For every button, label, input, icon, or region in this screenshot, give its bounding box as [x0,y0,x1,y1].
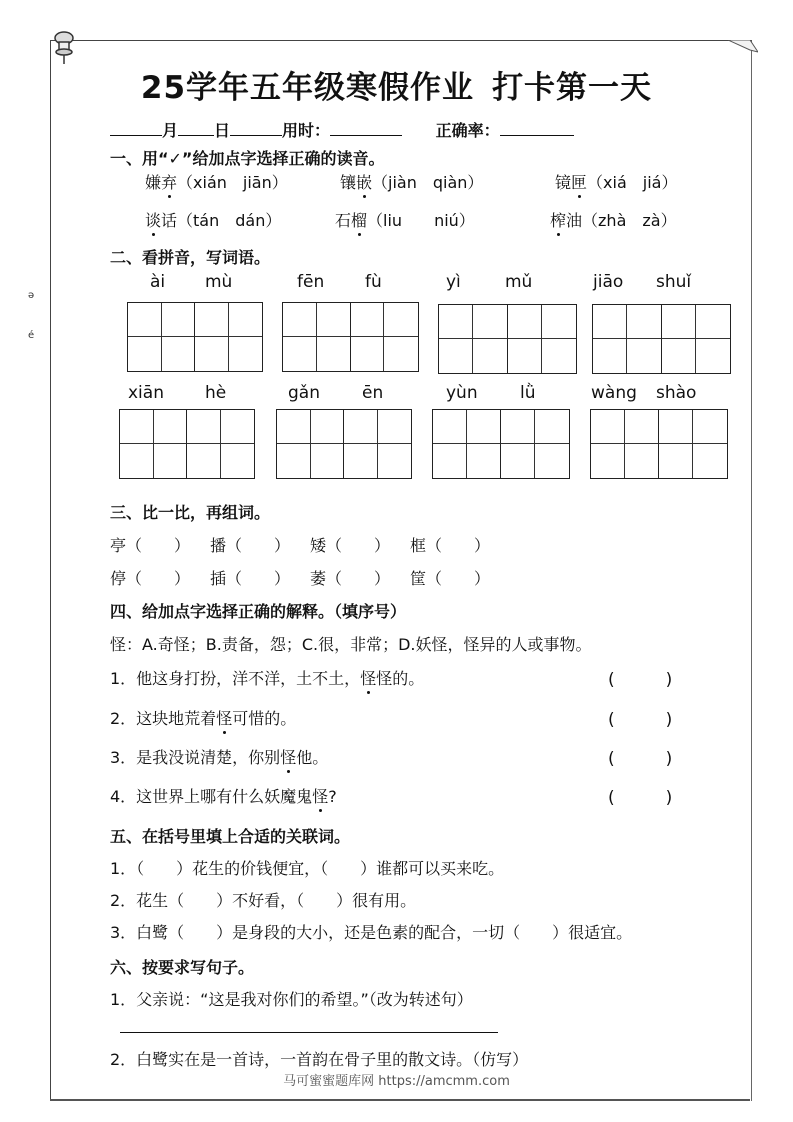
compare-item[interactable]: 萎（ ） [310,569,391,588]
worksheet-bottom-edge [50,1099,750,1101]
conjunction-item[interactable]: 3．白鹭（ ）是身段的大小，还是色素的配合，一切（ ）很适宜。 [110,923,633,942]
pronunciation-item-4: 谈话（tán dán） [145,208,281,231]
day2-blank[interactable] [230,119,282,136]
title-main: 25学年五年级寒假作业 [140,70,475,106]
section6-heading: 六、按要求写句子。 [110,958,255,977]
header-row [110,118,574,141]
compare-item[interactable]: 筐（ ） [410,569,491,588]
pinyin: mǔ [505,272,533,292]
compare-item[interactable]: 停（ ） [110,569,191,588]
conjunction-item[interactable]: 2．花生（ ）不好看，（ ）很有用。 [110,891,417,910]
writing-grid[interactable] [590,409,728,479]
answer-parens[interactable]: ( ) [608,749,673,769]
pinyin: fù [365,272,382,292]
day-blank[interactable] [178,119,214,136]
month-label: 月 [162,121,179,140]
writing-grid[interactable] [282,302,419,372]
pronunciation-item-1: 嫌弃（xián jiān） [145,170,288,193]
pinyin: shào [656,383,697,403]
pinyin: fēn [297,272,325,292]
pinyin: yùn [446,383,478,403]
conjunction-item[interactable]: 1．（ ）花生的价钱便宜，（ ）谁都可以买来吃。 [110,859,505,878]
pinyin: hè [205,383,227,403]
pronunciation-item-6: 榨油（zhà zà） [550,208,677,231]
pinyin: yì [446,272,461,292]
pinyin: ài [150,272,166,292]
question-item: 1．他这身打扮，洋不洋，土不土，怪怪的。 [110,666,424,689]
pronunciation-item-3: 镜匣（xiá jiá） [555,170,677,193]
writing-grid[interactable] [276,409,412,479]
writing-grid[interactable] [127,302,263,372]
page-title [0,62,793,107]
pinyin: shuǐ [656,272,692,292]
writing-grid[interactable] [592,304,731,374]
section3-heading: 三、比一比，再组词。 [110,503,271,522]
day-label: 日 [214,121,231,140]
month-blank[interactable] [110,119,162,136]
section5-heading: 五、在括号里填上合适的关联词。 [110,827,351,846]
definition-line: 怪：A.奇怪；B.责备，怨；C.很，非常；D.妖怪，怪异的人或事物。 [110,635,592,654]
section2-heading: 二、看拼音，写词语。 [110,248,271,267]
writing-grid[interactable] [432,409,570,479]
pinyin: wàng [591,383,637,403]
accuracy-blank[interactable] [500,119,574,136]
compare-item[interactable]: 播（ ） [210,536,291,555]
section4-heading: 四、给加点字选择正确的解释。（填序号） [110,602,407,621]
question-item: 3．是我没说清楚，你别怪他。 [110,745,328,768]
writing-grid[interactable] [119,409,255,479]
pinyin: gǎn [288,383,320,403]
question-item: 2．这块地荒着怪可惜的。 [110,706,296,729]
answer-parens[interactable]: ( ) [608,788,673,808]
pronunciation-item-5: 石榴（liu niú） [335,208,475,231]
compare-item[interactable]: 插（ ） [210,569,291,588]
time-label: 用时： [282,121,331,140]
accuracy-label: 正确率： [435,121,500,140]
pinyin: xiān [128,383,164,403]
sentence-task: 1．父亲说：“这是我对你们的希望。”（改为转述句） [110,990,473,1009]
pinyin: mù [205,272,233,292]
pinyin: lǜ [520,383,536,403]
section1-heading: 一、用“✓”给加点字选择正确的读音。 [110,149,385,168]
answer-parens[interactable]: ( ) [608,710,673,730]
answer-parens[interactable]: ( ) [608,670,673,690]
question-item: 4．这世界上哪有什么妖魔鬼怪? [110,784,337,807]
title-sub: 打卡第一天 [492,70,653,106]
pinyin: jiāo [593,272,624,292]
side-mark: ə [28,290,35,301]
answer-line[interactable] [120,1032,498,1033]
compare-item[interactable]: 矮（ ） [310,536,391,555]
watermark-footer: 马可蜜蜜题库网 https://amcmm.com [283,1074,510,1089]
pinyin: ēn [362,383,384,403]
side-mark: é [28,330,35,341]
pushpin-icon [50,30,78,66]
compare-item[interactable]: 亭（ ） [110,536,191,555]
pronunciation-item-2: 镶嵌（jiàn qiàn） [340,170,483,193]
compare-item[interactable]: 框（ ） [410,536,491,555]
time-blank[interactable] [330,119,402,136]
sentence-task: 2．白鹭实在是一首诗，一首韵在骨子里的散文诗。（仿写） [110,1050,529,1069]
writing-grid[interactable] [438,304,577,374]
